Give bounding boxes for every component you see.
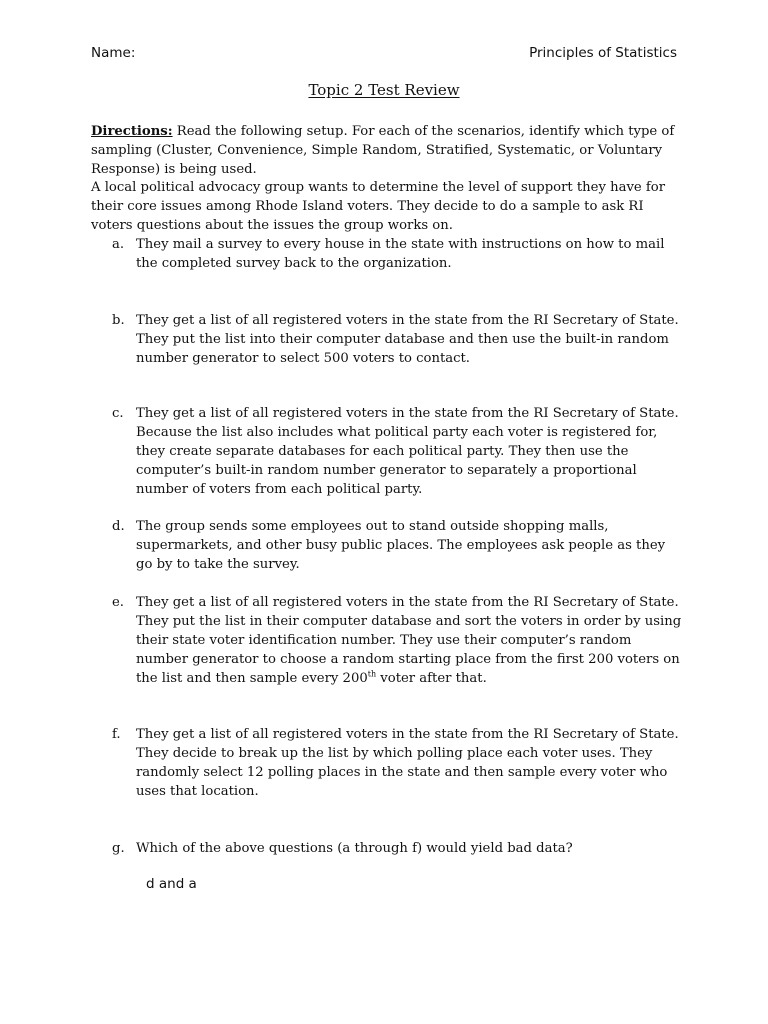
item-label: a. [112,237,125,252]
directions-paragraph [91,122,681,179]
item-label: c. [112,406,124,421]
name-label: Name: [91,45,136,61]
item-label: f. [112,727,121,742]
directions-label: Directions: [91,124,173,139]
item-text-after: voter after that. [376,671,487,686]
item-label: g. [112,841,125,856]
item-label: b. [112,313,125,328]
item-text: They mail a survey to every house in the state with instructions on how to mail the completed survey back to the organization. [136,237,665,271]
item-text: They get a list of all registered voters in the state from the RI Secretary of State. Because the list also includes what political party each voter is registered for, they create separate databases for each political party. They then use the computer’s built-in random number generator to separately a proportional number of voters from each political party. [136,406,679,497]
course-name: Principles of Statistics [529,45,677,61]
answer-text: d and a [146,876,197,892]
setup-paragraph: A local political advocacy group wants to determine the level of support they have for their core issues among Rhode Island voters. They decide to do a sample to ask RI voters questions about the issues the group works on. [91,180,666,233]
item-text-before: They get a list of all registered voters in the state from the RI Secretary of State. They put the list in their computer database and sort the voters in order by using their state voter identification number. They use their computer’s random number generator to choose a random starting place from the first 200 voters on the list and then sample every 200 [136,595,682,686]
item-text: They get a list of all registered voters in the state from the RI Secretary of State. They put the list into their computer database and then use the built-in random number generator to select 500 voters to contact. [136,313,679,366]
item-text [136,593,682,688]
directions-text: Read the following setup. For each of the scenarios, identify which type of sampling (Cluster, Convenience, Simple Random, Stratified, Systematic, or Voluntary Response) is being used. [91,124,675,177]
item-text: They get a list of all registered voters in the state from the RI Secretary of State. They decide to break up the list by which polling place each voter uses. They randomly select 12 polling places in the state and then sample every voter who uses that location. [136,727,679,799]
item-label: e. [112,595,124,610]
ordinal-superscript: th [367,669,377,679]
item-text: The group sends some employees out to stand outside shopping malls, supermarkets, and other busy public places. The employees ask people as they go by to take the survey. [136,519,666,572]
page-title: Topic 2 Test Review [308,81,460,99]
item-label: d. [112,519,125,534]
item-text: Which of the above questions (a through f) would yield bad data? [136,841,573,856]
